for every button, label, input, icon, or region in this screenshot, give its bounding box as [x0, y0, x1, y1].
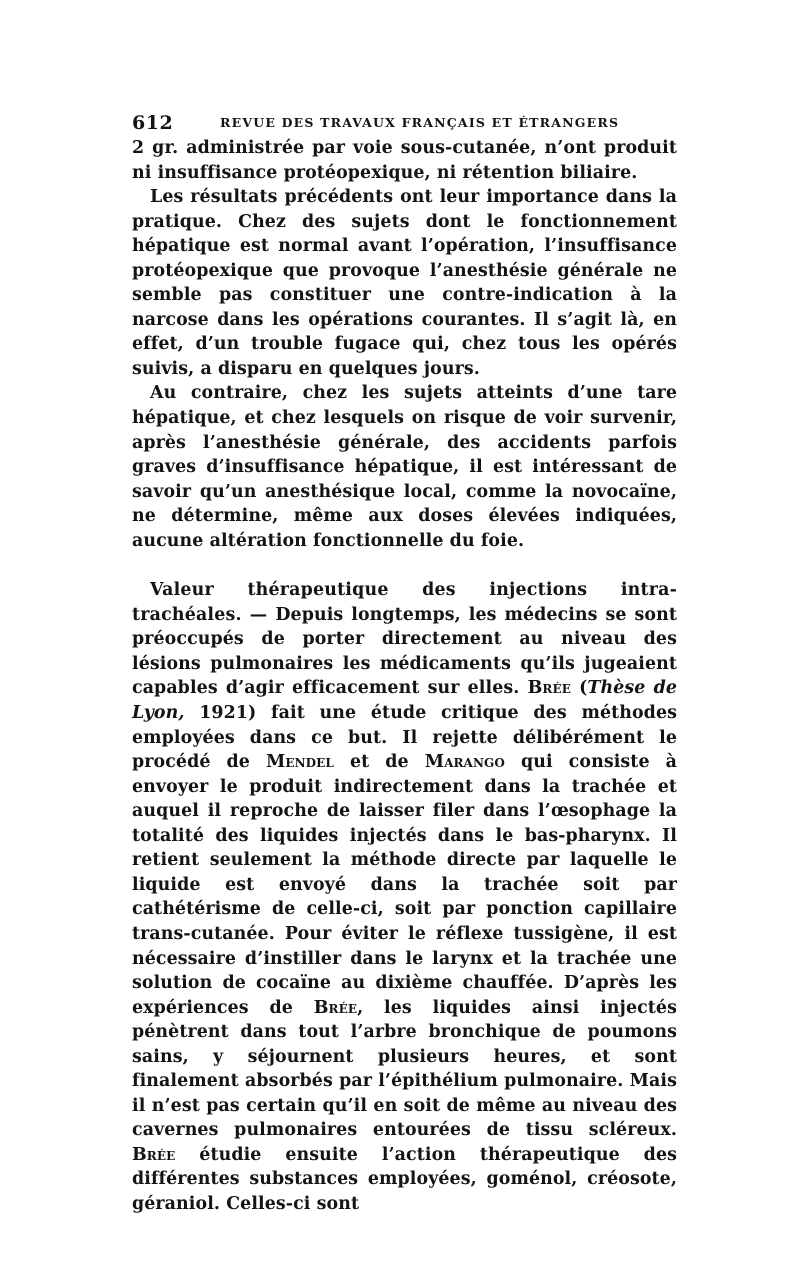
page	[132, 110, 677, 1217]
author-name: Brée	[132, 1144, 176, 1165]
running-title: REVUE DES TRAVAUX FRANÇAIS ET ÉTRANGERS	[220, 115, 620, 130]
paragraph-intratracheal	[132, 578, 677, 1216]
author-name: Brée	[313, 997, 358, 1018]
author-name: Marango	[424, 752, 505, 773]
section-spacer	[132, 553, 677, 578]
text-run: qui consiste à envoyer le produit indirectement dans la trachée et auquel il reproche de laisser filer dans l’œsophage la totalité des liquides injectés dans le bas-pharynx. Il retient seulement la méthode directe par laquelle le liquide est envoyé dans la trachée soit par cathétérisme de celle-ci, soit par ponction capillaire trans-cutanée. Pour éviter le réflexe tussigène, il est nécessaire d’instiller dans le larynx et la trachée une solution de cocaïne au dixième chauffée. D’après les expériences de	[132, 752, 677, 1018]
text-run: et de	[333, 752, 425, 773]
body-text	[132, 136, 677, 1217]
running-head	[132, 110, 677, 136]
section-heading: Valeur thérapeutique des injections intra-trachéales. —	[132, 580, 677, 625]
thesis-citation: Thèse de Lyon,	[132, 678, 677, 724]
page-number: 612	[132, 112, 174, 134]
author-name: Mendel	[265, 752, 334, 773]
text-run: 1921) fait une étude critique des méthodes employées dans ce but. Il rejette délibérément le procédé de	[132, 703, 677, 773]
author-name: Brée	[527, 678, 571, 699]
text-run: , les liquides ainsi injectés pénètrent dans tout l’arbre bronchique de poumons sains, y séjournent plusieurs heures, et sont finalement absorbés par l’épithélium pulmonaire. Mais il n’est pas certain qu’il en soit de même au niveau des cavernes pulmonaires entourées de tissu scléreux.	[132, 997, 677, 1141]
paragraph-continuation: 2 gr. administrée par voie sous-cutanée, n’ont produit ni insuffisance protéopexique, ni rétention biliaire.	[132, 138, 677, 183]
text-run: Depuis longtemps, les médecins se sont préoccupés de porter directement au niveau des lésions pulmonaires les médicaments qu’ils jugeaient capables d’agir efficacement sur elles.	[132, 604, 678, 699]
text-run: (	[570, 678, 588, 699]
paragraph-results: Les résultats précédents ont leur importance dans la pratique. Chez des sujets dont le fonctionnement hépatique est normal avant l’opération, l’insuffisance protéopexique que provoque l’anesthésie générale ne semble pas constituer une contre-indication à la narcose dans les opérations courantes. Il s’agit là, en effet, d’un trouble fugace qui, chez tous les opérés suivis, a disparu en quelques jours.	[132, 187, 677, 379]
paragraph-contrary: Au contraire, chez les sujets atteints d’une tare hépatique, et chez lesquels on risque de voir survenir, après l’anesthésie générale, des accidents parfois graves d’insuffisance hépatique, il est intéressant de savoir qu’un anesthésique local, comme la novocaïne, ne détermine, même aux doses élevées indiquées, aucune altération fonctionnelle du foie.	[132, 383, 677, 551]
text-run: étudie ensuite l’action thérapeutique des différentes substances employées, goménol, créosote, géraniol. Celles-ci sont	[132, 1144, 677, 1214]
